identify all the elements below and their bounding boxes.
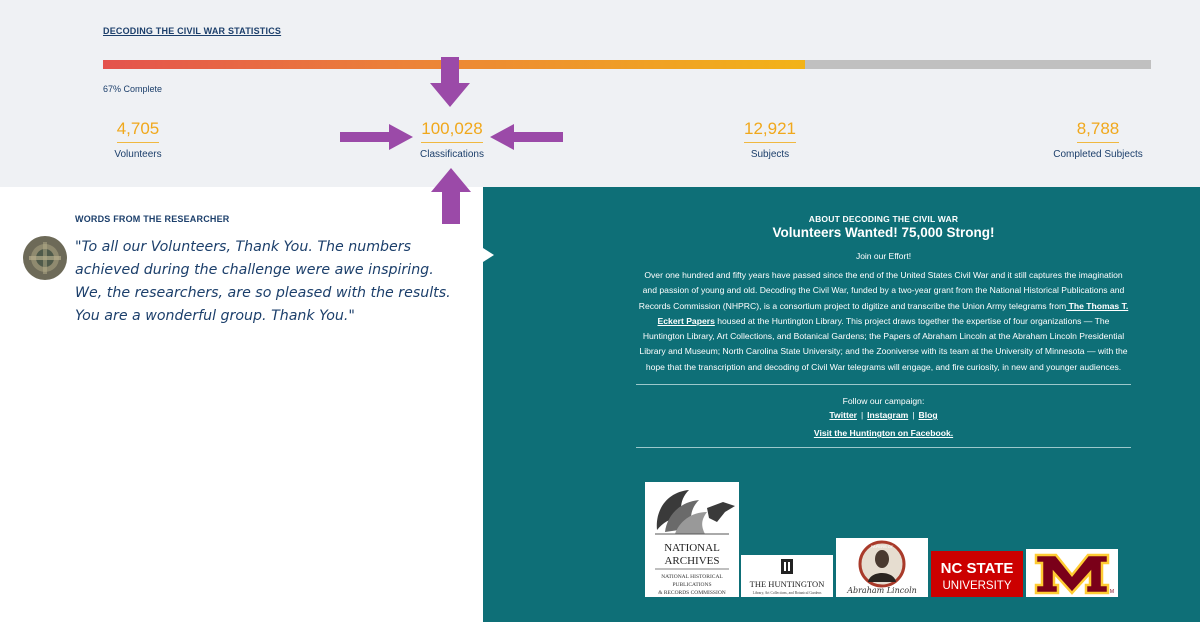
researcher-quote: "To all our Volunteers, Thank You. The numbers achieved during the challenge were awe inspiring. We, the researchers, are so pleased with the results. You are a wonderful group. Thank You.": [75, 239, 451, 324]
huntington-logo-text: THE HUNTINGTON: [749, 579, 825, 589]
stats-title-link[interactable]: DECODING THE CIVIL WAR STATISTICS: [103, 26, 282, 36]
stat-value: 100,028: [421, 118, 482, 143]
twitter-link[interactable]: Twitter: [829, 410, 857, 421]
separator: |: [860, 410, 864, 421]
researcher-heading: WORDS FROM THE RESEARCHER: [75, 214, 230, 224]
about-panel: [483, 187, 1200, 622]
about-content: [636, 214, 1131, 448]
divider: [636, 447, 1131, 448]
about-join: Join our Effort!: [855, 251, 912, 261]
stat-value: 12,921: [744, 118, 796, 143]
arrow-up-icon: [431, 168, 471, 224]
arrow-right-icon: [340, 124, 413, 150]
researcher-avatar: [23, 236, 67, 280]
stat-label: Completed Subjects: [1053, 149, 1143, 160]
huntington-logo[interactable]: [741, 555, 833, 597]
stat-classifications: [411, 118, 493, 160]
arrow-down-icon: [430, 57, 470, 107]
separator: |: [912, 410, 915, 421]
umn-logo[interactable]: [1026, 549, 1118, 597]
about-title: Volunteers Wanted! 75,000 Strong!: [772, 225, 995, 240]
eckert-papers-link[interactable]: The Thomas T. Eckert Papers: [657, 300, 1129, 326]
lincoln-logo-text: PAPERS OF: [870, 544, 894, 549]
lincoln-papers-logo[interactable]: [836, 538, 928, 597]
follow-label: Follow our campaign:: [842, 396, 925, 407]
huntington-logo-text: Library, Art Collections, and Botanical Gardens: [752, 591, 822, 595]
about-body: [636, 268, 1131, 375]
progress-bar: [103, 60, 1151, 69]
stat-label: Classifications: [420, 149, 484, 160]
nara-logo-text: NATIONAL: [664, 542, 720, 554]
instagram-link[interactable]: Instagram: [867, 410, 909, 421]
nara-logo-text: ARCHIVES: [664, 555, 720, 567]
about-body-text: housed at the Huntington Library. This project draws together the expertise of four organizations — The Huntington Library, Art Collections, and Botanical Gardens; the Papers of Abraham Lincoln at the Abraham Lincoln Presidential Library and Museum; North Carolina State University; and the Zooniverse with its team at the University of Minnesota — with the hope that the transcription and decoding of Civil War telegrams will engage, and fire curiosity, in new and younger audiences.: [639, 315, 1128, 372]
blog-link[interactable]: Blog: [918, 410, 938, 421]
facebook-link[interactable]: Visit the Huntington on Facebook.: [813, 428, 954, 439]
ncstate-logo-text: NC STATE: [940, 560, 1014, 577]
nara-logo-text: NATIONAL HISTORICAL: [661, 574, 723, 580]
stat-volunteers: [103, 118, 173, 160]
nara-logo-text: & RECORDS COMMISSION: [658, 590, 726, 596]
divider: [636, 384, 1131, 385]
stat-label: Volunteers: [114, 149, 162, 160]
about-body-text: Over one hundred and fifty years have passed since the end of the United States Civil War and it still captures the imagination and passion of young and old. Decoding the Civil War, funded by a two-year grant from the National Historical Publications and Records Commission (NHPRC), is a consortium project to digitize and transcribe the Union Army telegrams from: [638, 270, 1125, 311]
partner-logos: [645, 482, 1125, 597]
progress-label: 67% Complete: [103, 84, 163, 94]
about-panel-notch: [483, 248, 494, 262]
stat-subjects: [735, 118, 805, 160]
stat-label: Subjects: [750, 149, 790, 160]
stat-value: 8,788: [1077, 118, 1120, 143]
umn-logo-text: M: [1109, 589, 1114, 595]
stat-value: 4,705: [117, 118, 160, 143]
lincoln-logo-text: Abraham Lincoln: [847, 586, 917, 595]
arrow-left-icon: [490, 124, 563, 150]
national-archives-logo[interactable]: [645, 482, 739, 597]
nc-state-logo[interactable]: [931, 551, 1023, 597]
about-heading: ABOUT DECODING THE CIVIL WAR: [808, 214, 959, 224]
nara-logo-text: PUBLICATIONS: [672, 582, 712, 588]
social-links: [636, 410, 1131, 420]
ncstate-logo-text: UNIVERSITY: [942, 580, 1012, 592]
stat-completed-subjects: [1050, 118, 1146, 160]
stats-section: [0, 0, 1200, 187]
